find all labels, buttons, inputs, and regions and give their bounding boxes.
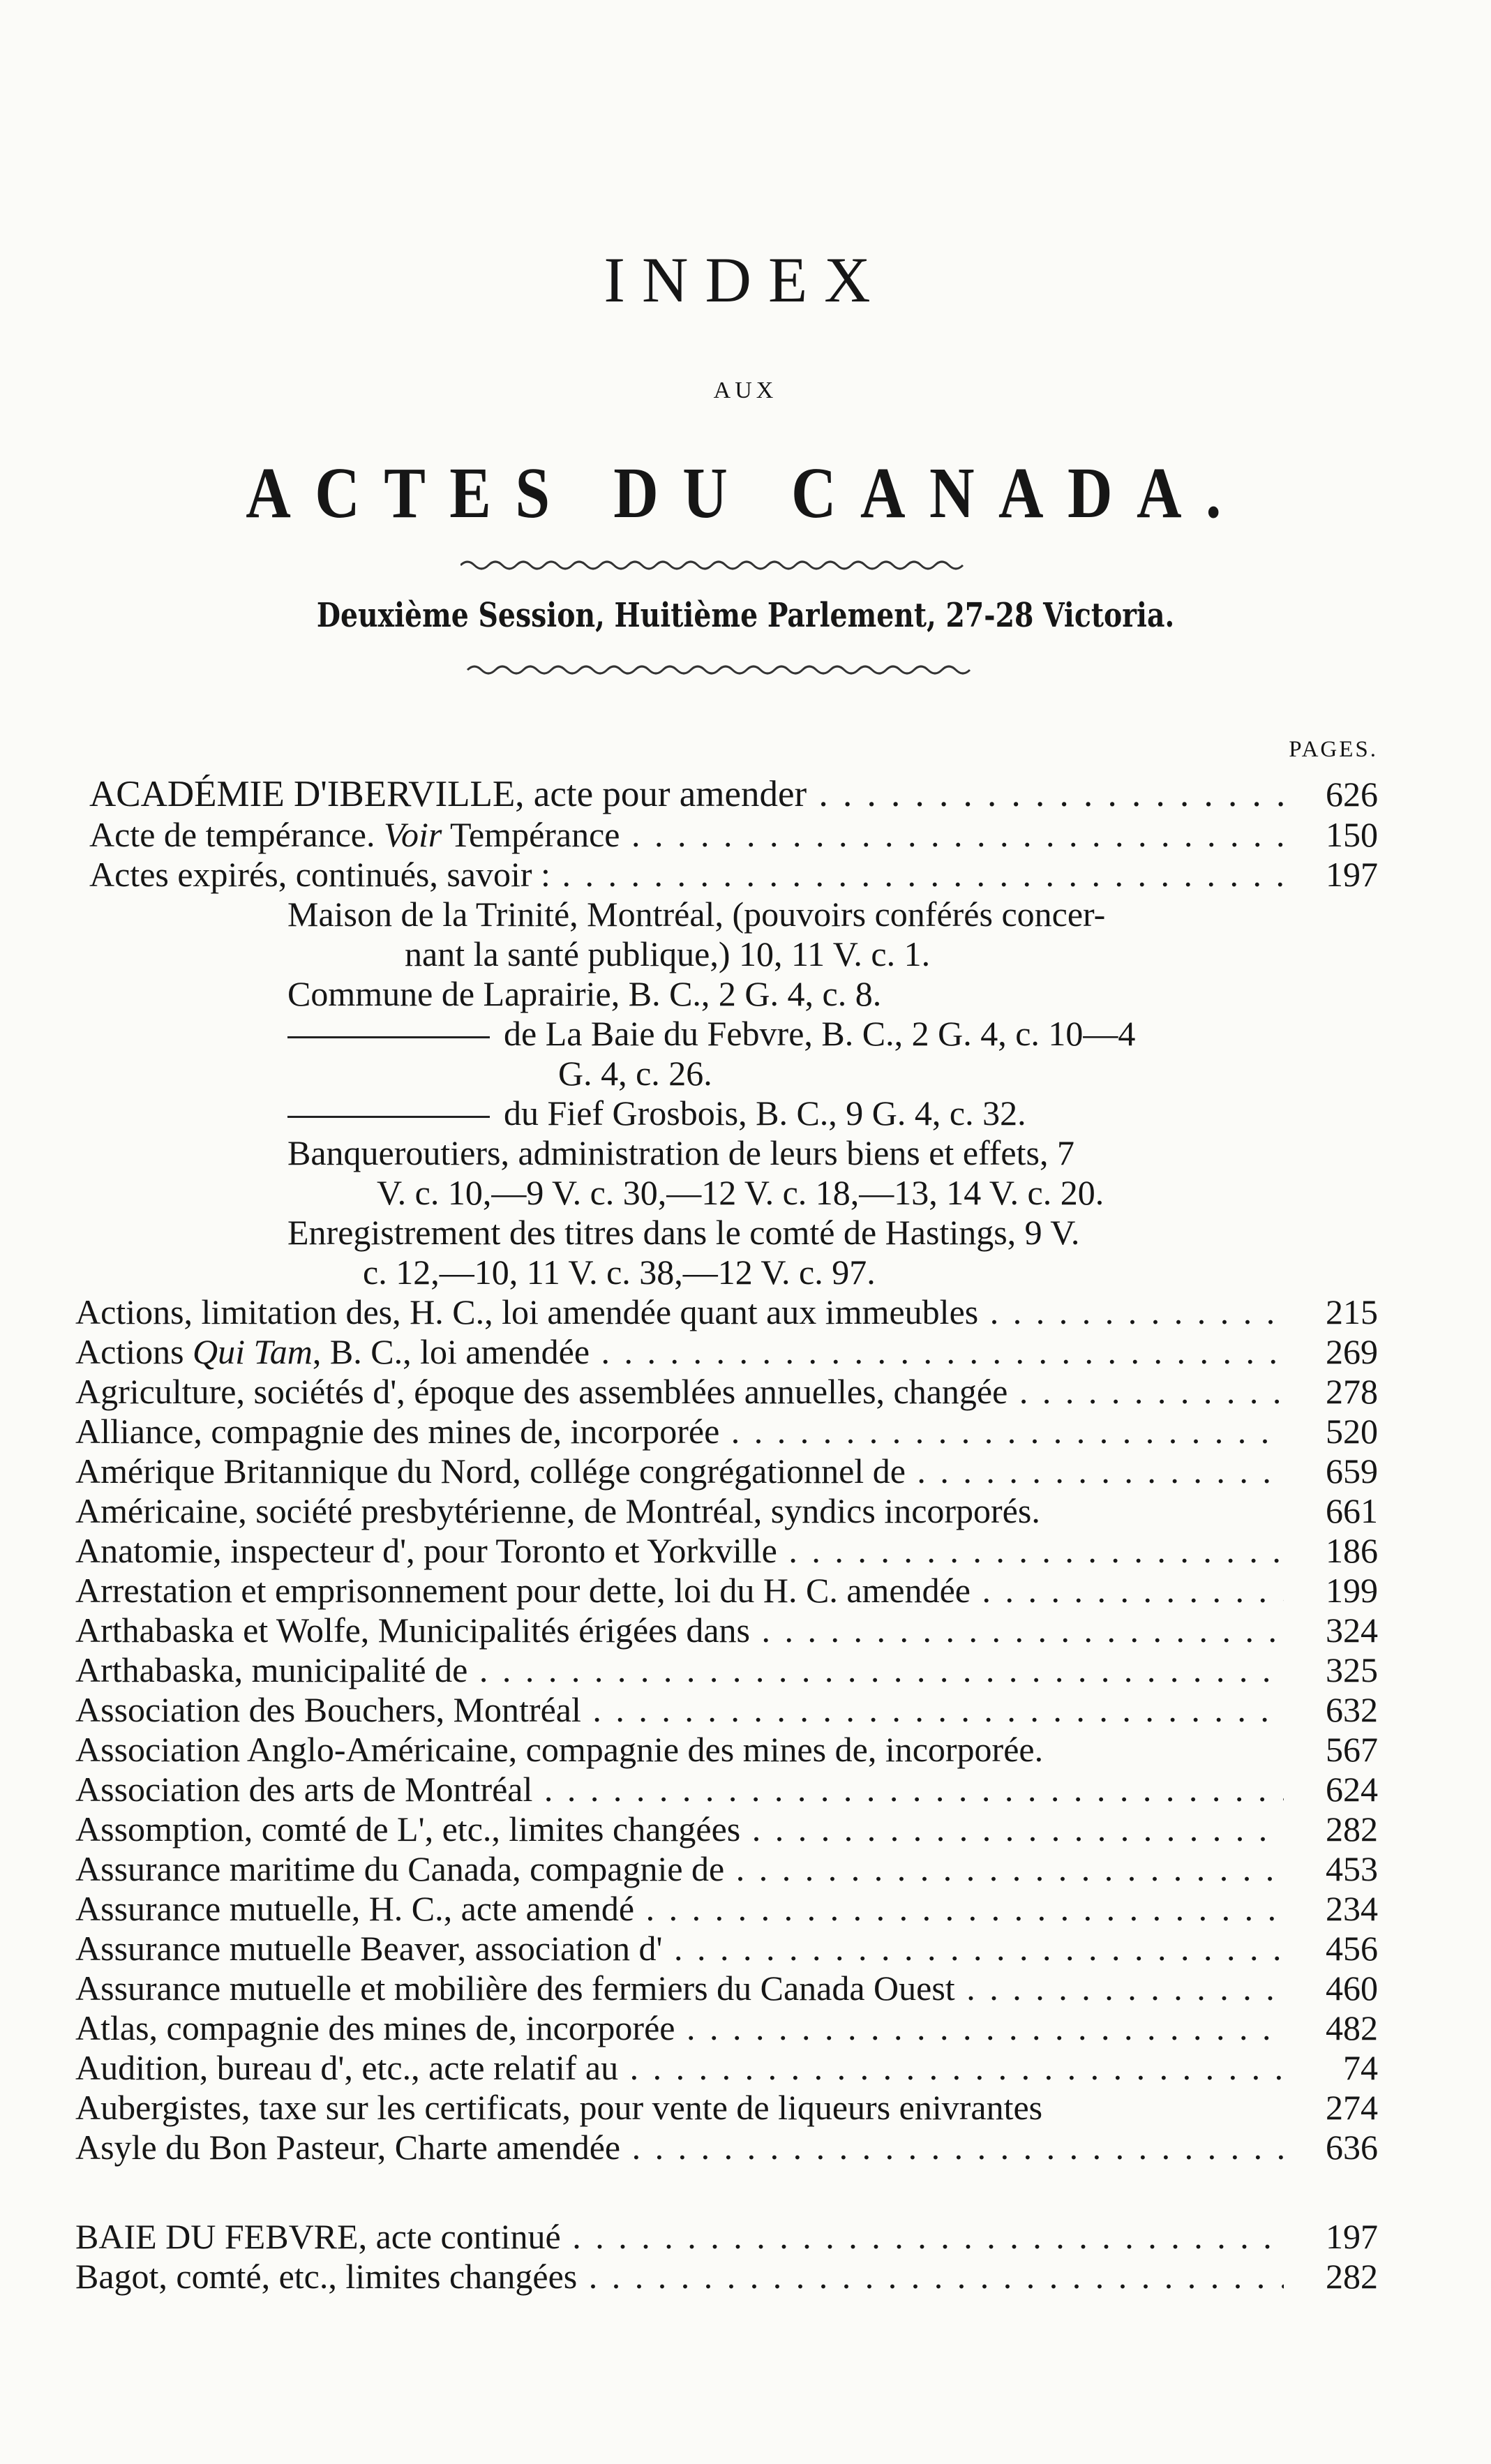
index-entry — [0, 1889, 1491, 1929]
index-entry — [0, 1650, 1491, 1690]
index-entry — [0, 775, 1491, 814]
index-entry — [0, 1730, 1491, 1770]
entry-text: Atlas, compagnie des mines de, incorporée . . . — [75, 2008, 1284, 2048]
index-entry — [0, 1571, 1491, 1611]
entry-text: Amérique Britannique du Nord, collége congrégationnel de . . . — [75, 1451, 1284, 1491]
entry-text: Association Anglo-Américaine, compagnie des mines de, incorporée. — [75, 1730, 1044, 1769]
entry-page: 624 — [1326, 1770, 1378, 1809]
subentry-line: Commune de Laprairie, B. C., 2 G. 4, c. 8. — [287, 974, 882, 1013]
subentry-line — [287, 1014, 1135, 1054]
index-entry — [0, 855, 1491, 895]
index-entry — [0, 2008, 1491, 2048]
entry-page: 325 — [1326, 1650, 1378, 1689]
entry-page: 456 — [1326, 1929, 1378, 1968]
entry-page: 282 — [1326, 1809, 1378, 1849]
index-entry — [0, 2048, 1491, 2088]
index-entry — [0, 1969, 1491, 2008]
entry-text: Actions, limitation des, H. C., loi amendée quant aux immeubles . . . — [75, 1292, 1284, 1332]
index-entry — [0, 1690, 1491, 1730]
entry-page: 632 — [1326, 1690, 1378, 1729]
entry-page: 520 — [1326, 1412, 1378, 1451]
subentry-line — [287, 1093, 1026, 1133]
entry-text: Arrestation et emprisonnement pour dette, loi du H. C. amendée . . . — [75, 1571, 1284, 1611]
index-entry — [0, 2088, 1491, 2128]
entry-page: 278 — [1326, 1372, 1378, 1411]
subentry-line: G. 4, c. 26. — [558, 1054, 712, 1093]
entry-text: Anatomie, inspecteur d', pour Toronto et Yorkville . . . — [75, 1531, 1284, 1571]
entry-page: 626 — [1326, 775, 1378, 814]
entry-text — [89, 815, 1284, 855]
session-line: Deuxième Session, Huitième Parlement, 27-28 Victoria. — [316, 596, 1175, 635]
entry-text: Arthabaska, municipalité de . . . — [75, 1650, 1284, 1690]
index-entry — [0, 1611, 1491, 1650]
index-entry — [0, 1292, 1491, 1332]
entry-text: Aubergistes, taxe sur les certificats, pour vente de liqueurs enivrantes — [75, 2088, 1043, 2127]
index-entry — [0, 2257, 1491, 2297]
ditto-dash — [287, 1116, 490, 1118]
index-entry — [0, 1412, 1491, 1451]
entry-page: 74 — [1343, 2048, 1378, 2087]
ditto-dash — [287, 1036, 490, 1038]
entry-page: 269 — [1326, 1332, 1378, 1371]
index-entry — [0, 1929, 1491, 1969]
entry-text-part: Acte de tempérance. — [89, 815, 384, 854]
entry-text: Actes expirés, continués, savoir : . . . — [89, 855, 1284, 895]
entry-page: 199 — [1326, 1571, 1378, 1610]
index-entry — [0, 815, 1491, 855]
entry-page: 460 — [1326, 1969, 1378, 2008]
entry-page: 150 — [1326, 815, 1378, 854]
entry-page: 197 — [1326, 855, 1378, 894]
entry-text: ACADÉMIE D'IBERVILLE, acte pour amender . . . — [89, 775, 1284, 814]
subentry-line: Banqueroutiers, administration de leurs biens et effets, 7 — [287, 1133, 1074, 1172]
subentry-line: V. c. 10,—9 V. c. 30,—12 V. c. 18,—13, 14 V. c. 20. — [377, 1173, 1104, 1212]
entry-text: Assurance mutuelle et mobilière des fermiers du Canada Ouest . . . — [75, 1969, 1284, 2008]
entry-text: Assurance maritime du Canada, compagnie de . . . — [75, 1849, 1284, 1889]
entry-page: 234 — [1326, 1889, 1378, 1928]
entry-text-italic: Voir — [383, 815, 442, 854]
entry-text: Assurance mutuelle, H. C., acte amendé . . . — [75, 1889, 1284, 1929]
entry-text-part: Actions — [75, 1332, 193, 1371]
entry-text: Association des arts de Montréal . . . — [75, 1770, 1284, 1809]
entry-text: Assomption, comté de L', etc., limites changées . . . — [75, 1809, 1284, 1849]
entry-page: 274 — [1326, 2088, 1378, 2127]
entry-page: 186 — [1326, 1531, 1378, 1570]
entry-text: Américaine, société presbytérienne, de Montréal, syndics incorporés. — [75, 1491, 1040, 1530]
subentry-line: c. 12,—10, 11 V. c. 38,—12 V. c. 97. — [363, 1253, 876, 1292]
entry-text: Audition, bureau d', etc., acte relatif au . . . — [75, 2048, 1284, 2088]
entry-page: 567 — [1326, 1730, 1378, 1769]
entry-text: Bagot, comté, etc., limites changées . . . — [75, 2257, 1284, 2297]
ornament-rule-top — [460, 555, 1019, 576]
index-entry — [0, 2128, 1491, 2167]
entry-page: 453 — [1326, 1849, 1378, 1888]
index-entry — [0, 1491, 1491, 1531]
subentry-text: de La Baie du Febvre, B. C., 2 G. 4, c. 10—4 — [504, 1014, 1136, 1053]
index-entry — [0, 1372, 1491, 1412]
ornament-rule-bottom — [460, 659, 1019, 680]
entry-text: BAIE DU FEBVRE, acte continué . . . — [75, 2217, 1284, 2257]
entry-page: 661 — [1326, 1491, 1378, 1530]
aux-label: AUX — [713, 378, 778, 403]
index-entry — [0, 1531, 1491, 1571]
entry-page: 197 — [1326, 2217, 1378, 2256]
book-title: ACTES DU CANADA. — [246, 453, 1245, 533]
entry-text: Asyle du Bon Pasteur, Charte amendée . . . — [75, 2128, 1284, 2167]
index-entry — [0, 1809, 1491, 1849]
subentry-text: du Fief Grosbois, B. C., 9 G. 4, c. 32. — [504, 1093, 1026, 1133]
entry-page: 282 — [1326, 2257, 1378, 2296]
entry-page: 215 — [1326, 1292, 1378, 1331]
entry-text-italic: Qui Tam — [193, 1332, 313, 1371]
subentry-line: nant la santé publique,) 10, 11 V. c. 1. — [405, 934, 931, 973]
entry-text: Agriculture, sociétés d', époque des assemblées annuelles, changée . . . — [75, 1372, 1284, 1412]
index-entry — [0, 1451, 1491, 1491]
entry-page: 482 — [1326, 2008, 1378, 2047]
entry-text: Association des Bouchers, Montréal . . . — [75, 1690, 1284, 1730]
entry-text: Arthabaska et Wolfe, Municipalités érigées dans . . . — [75, 1611, 1284, 1650]
subentry-line: Maison de la Trinité, Montréal, (pouvoirs conférés concer- — [287, 895, 1106, 934]
index-entry — [0, 1770, 1491, 1809]
index-entry — [0, 1332, 1491, 1372]
subentry-line: Enregistrement des titres dans le comté de Hastings, 9 V. — [287, 1213, 1080, 1252]
entry-text — [75, 1332, 1284, 1372]
entry-text-part: Tempérance — [442, 815, 620, 854]
pages-column-label: PAGES. — [1289, 737, 1378, 762]
index-entry — [0, 2217, 1491, 2257]
entry-text: Assurance mutuelle Beaver, association d' . . . — [75, 1929, 1284, 1969]
entry-text: Alliance, compagnie des mines de, incorporée . . . — [75, 1412, 1284, 1451]
index-entry — [0, 1849, 1491, 1889]
entry-page: 636 — [1326, 2128, 1378, 2167]
entry-text-part: , B. C., loi amendée — [312, 1332, 590, 1371]
index-title: INDEX — [604, 244, 887, 315]
entry-page: 659 — [1326, 1451, 1378, 1491]
entry-page: 324 — [1326, 1611, 1378, 1650]
